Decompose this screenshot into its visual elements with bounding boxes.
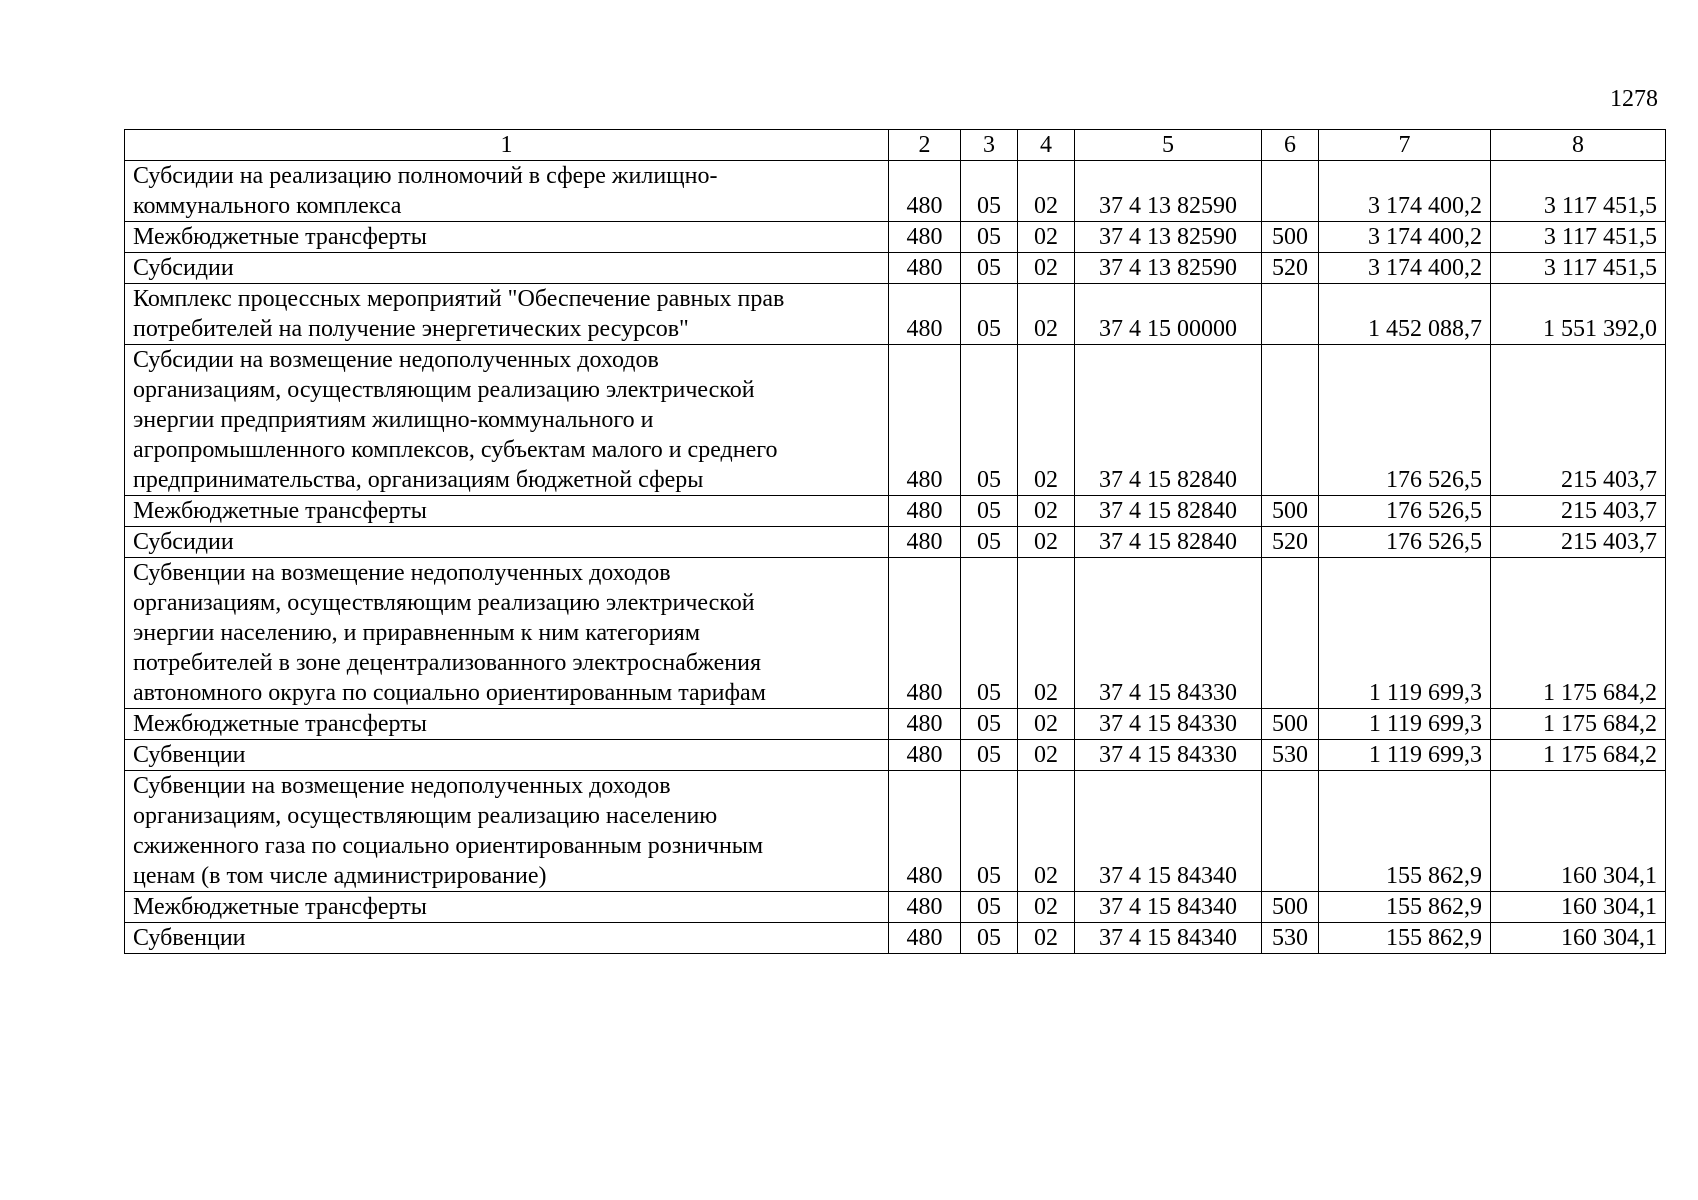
name-line: организациям, осуществляющим реализацию электрической — [133, 377, 755, 403]
cell-col-3: 05 — [961, 771, 1018, 892]
name-line: ценам (в том числе администрирование) — [133, 863, 547, 889]
cell-col-6: 520 — [1262, 527, 1319, 558]
header-cell: 3 — [961, 130, 1018, 161]
cell-col-2: 480 — [889, 345, 961, 496]
cell-col-2: 480 — [889, 771, 961, 892]
table-row — [125, 496, 1666, 527]
cell-col-7: 3 174 400,2 — [1319, 253, 1491, 284]
cell-col-4: 02 — [1018, 771, 1075, 892]
cell-col-5: 37 4 15 84330 — [1075, 558, 1262, 709]
header-cell: 1 — [125, 130, 889, 161]
cell-col-7: 3 174 400,2 — [1319, 222, 1491, 253]
name-line: Субсидии — [133, 255, 234, 281]
name-line: Субсидии на возмещение недополученных доходов — [133, 347, 659, 373]
cell-col-6 — [1262, 771, 1319, 892]
cell-col-4: 02 — [1018, 740, 1075, 771]
cell-col-3: 05 — [961, 527, 1018, 558]
table-row — [125, 771, 1666, 892]
table-row — [125, 284, 1666, 345]
cell-name — [125, 253, 889, 284]
cell-col-2: 480 — [889, 496, 961, 527]
cell-col-5: 37 4 15 84340 — [1075, 771, 1262, 892]
table-row — [125, 892, 1666, 923]
cell-col-2: 480 — [889, 740, 961, 771]
cell-col-7: 1 119 699,3 — [1319, 709, 1491, 740]
table-body — [125, 161, 1666, 954]
cell-col-4: 02 — [1018, 558, 1075, 709]
cell-name — [125, 892, 889, 923]
cell-col-6: 500 — [1262, 709, 1319, 740]
table-row — [125, 222, 1666, 253]
cell-col-5: 37 4 15 82840 — [1075, 496, 1262, 527]
cell-name — [125, 527, 889, 558]
cell-col-4: 02 — [1018, 345, 1075, 496]
cell-col-6: 500 — [1262, 892, 1319, 923]
cell-col-2: 480 — [889, 527, 961, 558]
cell-col-8: 215 403,7 — [1491, 527, 1666, 558]
cell-col-5: 37 4 15 82840 — [1075, 345, 1262, 496]
table-row — [125, 923, 1666, 954]
cell-name — [125, 345, 889, 496]
table-row — [125, 345, 1666, 496]
name-line: Субвенции — [133, 742, 246, 768]
cell-col-4: 02 — [1018, 253, 1075, 284]
cell-col-3: 05 — [961, 496, 1018, 527]
cell-name — [125, 284, 889, 345]
cell-col-7: 3 174 400,2 — [1319, 161, 1491, 222]
name-line: коммунального комплекса — [133, 193, 402, 219]
cell-col-3: 05 — [961, 345, 1018, 496]
cell-col-8: 215 403,7 — [1491, 496, 1666, 527]
cell-col-8: 160 304,1 — [1491, 892, 1666, 923]
name-line: потребителей в зоне децентрализованного электроснабжения — [133, 650, 762, 676]
cell-col-8: 1 551 392,0 — [1491, 284, 1666, 345]
header-cell: 6 — [1262, 130, 1319, 161]
cell-col-4: 02 — [1018, 222, 1075, 253]
cell-col-8: 160 304,1 — [1491, 771, 1666, 892]
name-line: Субсидии на реализацию полномочий в сфере жилищно- — [133, 163, 718, 189]
cell-col-6 — [1262, 345, 1319, 496]
table-row — [125, 253, 1666, 284]
header-cell: 4 — [1018, 130, 1075, 161]
cell-col-6 — [1262, 161, 1319, 222]
cell-name — [125, 496, 889, 527]
table-row — [125, 709, 1666, 740]
cell-col-8: 215 403,7 — [1491, 345, 1666, 496]
cell-col-8: 1 175 684,2 — [1491, 558, 1666, 709]
cell-col-6: 530 — [1262, 923, 1319, 954]
name-line: энергии населению, и приравненным к ним категориям — [133, 620, 700, 646]
cell-col-5: 37 4 13 82590 — [1075, 161, 1262, 222]
cell-col-4: 02 — [1018, 709, 1075, 740]
cell-name — [125, 923, 889, 954]
cell-col-6: 520 — [1262, 253, 1319, 284]
header-cell: 8 — [1491, 130, 1666, 161]
cell-col-8: 1 175 684,2 — [1491, 709, 1666, 740]
cell-col-3: 05 — [961, 222, 1018, 253]
header-cell: 2 — [889, 130, 961, 161]
cell-col-8: 1 175 684,2 — [1491, 740, 1666, 771]
cell-col-8: 3 117 451,5 — [1491, 222, 1666, 253]
cell-col-5: 37 4 13 82590 — [1075, 222, 1262, 253]
cell-col-7: 155 862,9 — [1319, 771, 1491, 892]
cell-col-5: 37 4 15 84330 — [1075, 740, 1262, 771]
cell-col-2: 480 — [889, 892, 961, 923]
cell-col-7: 176 526,5 — [1319, 527, 1491, 558]
cell-col-5: 37 4 15 82840 — [1075, 527, 1262, 558]
header-row — [125, 130, 1666, 161]
name-line: Субвенции — [133, 925, 246, 951]
cell-name — [125, 771, 889, 892]
cell-col-6 — [1262, 284, 1319, 345]
cell-col-3: 05 — [961, 709, 1018, 740]
cell-col-6: 500 — [1262, 222, 1319, 253]
cell-col-7: 1 119 699,3 — [1319, 558, 1491, 709]
name-line: Субсидии — [133, 529, 234, 555]
cell-col-7: 1 119 699,3 — [1319, 740, 1491, 771]
cell-name — [125, 709, 889, 740]
cell-col-4: 02 — [1018, 284, 1075, 345]
name-line: предпринимательства, организациям бюджетной сферы — [133, 467, 704, 493]
cell-col-5: 37 4 15 84330 — [1075, 709, 1262, 740]
cell-col-4: 02 — [1018, 161, 1075, 222]
cell-col-2: 480 — [889, 923, 961, 954]
name-line: Межбюджетные трансферты — [133, 894, 427, 920]
name-line: Субвенции на возмещение недополученных доходов — [133, 773, 671, 799]
cell-col-7: 176 526,5 — [1319, 496, 1491, 527]
cell-col-7: 155 862,9 — [1319, 892, 1491, 923]
name-line: потребителей на получение энергетических ресурсов" — [133, 316, 689, 342]
cell-col-5: 37 4 13 82590 — [1075, 253, 1262, 284]
cell-name — [125, 161, 889, 222]
cell-col-7: 176 526,5 — [1319, 345, 1491, 496]
cell-col-3: 05 — [961, 740, 1018, 771]
name-line: агропромышленного комплексов, субъектам малого и среднего — [133, 437, 778, 463]
cell-col-2: 480 — [889, 222, 961, 253]
table-row — [125, 527, 1666, 558]
name-line: Комплекс процессных мероприятий "Обеспечение равных прав — [133, 286, 785, 312]
cell-col-3: 05 — [961, 161, 1018, 222]
cell-col-5: 37 4 15 84340 — [1075, 892, 1262, 923]
cell-col-5: 37 4 15 84340 — [1075, 923, 1262, 954]
name-line: организациям, осуществляющим реализацию электрической — [133, 590, 755, 616]
cell-col-7: 1 452 088,7 — [1319, 284, 1491, 345]
cell-col-2: 480 — [889, 709, 961, 740]
cell-col-2: 480 — [889, 558, 961, 709]
cell-col-8: 3 117 451,5 — [1491, 253, 1666, 284]
cell-col-4: 02 — [1018, 496, 1075, 527]
cell-col-4: 02 — [1018, 923, 1075, 954]
name-line: Межбюджетные трансферты — [133, 711, 427, 737]
cell-name — [125, 222, 889, 253]
cell-col-3: 05 — [961, 892, 1018, 923]
name-line: Межбюджетные трансферты — [133, 498, 427, 524]
cell-col-3: 05 — [961, 923, 1018, 954]
cell-col-5: 37 4 15 00000 — [1075, 284, 1262, 345]
page-number: 1278 — [1610, 86, 1658, 112]
header-cell: 7 — [1319, 130, 1491, 161]
cell-col-6: 530 — [1262, 740, 1319, 771]
cell-col-6 — [1262, 558, 1319, 709]
table-row — [125, 740, 1666, 771]
cell-col-4: 02 — [1018, 527, 1075, 558]
name-line: организациям, осуществляющим реализацию населению — [133, 803, 718, 829]
cell-col-2: 480 — [889, 161, 961, 222]
table-row — [125, 558, 1666, 709]
name-line: энергии предприятиям жилищно-коммунального и — [133, 407, 654, 433]
budget-table — [124, 129, 1666, 954]
cell-col-3: 05 — [961, 284, 1018, 345]
name-line: автономного округа по социально ориентированным тарифам — [133, 680, 766, 706]
cell-col-2: 480 — [889, 253, 961, 284]
cell-col-3: 05 — [961, 253, 1018, 284]
cell-col-8: 160 304,1 — [1491, 923, 1666, 954]
cell-col-3: 05 — [961, 558, 1018, 709]
name-line: Межбюджетные трансферты — [133, 224, 427, 250]
header-cell: 5 — [1075, 130, 1262, 161]
cell-name — [125, 740, 889, 771]
table-row — [125, 161, 1666, 222]
name-line: Субвенции на возмещение недополученных доходов — [133, 560, 671, 586]
cell-col-6: 500 — [1262, 496, 1319, 527]
cell-col-8: 3 117 451,5 — [1491, 161, 1666, 222]
name-line: сжиженного газа по социально ориентированным розничным — [133, 833, 764, 859]
cell-name — [125, 558, 889, 709]
cell-col-7: 155 862,9 — [1319, 923, 1491, 954]
cell-col-2: 480 — [889, 284, 961, 345]
cell-col-4: 02 — [1018, 892, 1075, 923]
